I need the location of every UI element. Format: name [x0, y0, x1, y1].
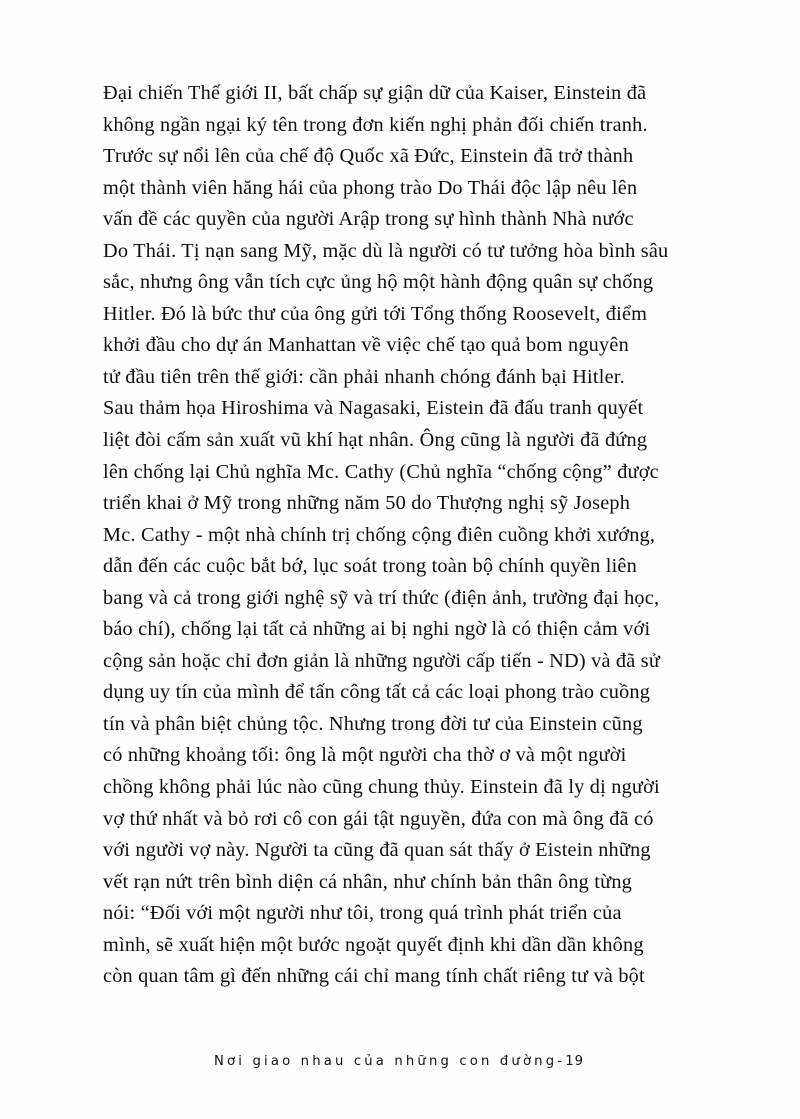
body-line: chồng không phải lúc nào cũng chung thủy. Einstein đã ly dị người	[103, 776, 660, 799]
body-text-block	[103, 78, 701, 993]
body-line: với người vợ này. Người ta cũng đã quan sát thấy ở Eistein những	[103, 839, 651, 862]
body-line: vấn đề các quyền của người Arập trong sự hình thành Nhà nước	[103, 208, 634, 231]
body-line: mình, sẽ xuất hiện một bước ngoặt quyết định khi dần dần không	[103, 933, 644, 956]
body-line: vợ thứ nhất và bỏ rơi cô con gái tật nguyền, đứa con mà ông đã có	[103, 807, 654, 830]
body-line: một thành viên hăng hái của phong trào Do Thái độc lập nêu lên	[103, 176, 638, 199]
body-line: bang và cả trong giới nghệ sỹ và trí thức (điện ảnh, trường đại học,	[103, 586, 660, 609]
body-line: dụng uy tín của mình để tấn công tất cả các loại phong trào cuồng	[103, 681, 651, 704]
body-line: nói: “Đối với một người như tôi, trong quá trình phát triển của	[103, 902, 622, 925]
body-line: khởi đầu cho dự án Manhattan về việc chế tạo quả bom nguyên	[103, 334, 629, 357]
body-line: còn quan tâm gì đến những cái chỉ mang tính chất riêng tư và bột	[103, 965, 645, 988]
body-line: lên chống lại Chủ nghĩa Mc. Cathy (Chủ nghĩa “chống cộng” được	[103, 460, 659, 483]
body-line: có những khoảng tối: ông là một người cha thờ ơ và một người	[103, 744, 627, 767]
footer-page-number: 19	[565, 1054, 584, 1069]
body-line: dẫn đến các cuộc bắt bớ, lục soát trong toàn bộ chính quyền liên	[103, 555, 637, 578]
body-line: không ngần ngại ký tên trong đơn kiến nghị phản đối chiến tranh.	[103, 113, 648, 136]
body-line: Hitler. Đó là bức thư của ông gửi tới Tổng thống Roosevelt, điểm	[103, 302, 648, 325]
body-line: vết rạn nứt trên bình diện cá nhân, như chính bản thân ông từng	[103, 870, 633, 893]
body-line: Sau thảm họa Hiroshima và Nagasaki, Eistein đã đấu tranh quyết	[103, 397, 644, 420]
body-line: liệt đòi cấm sản xuất vũ khí hạt nhân. Ông cũng là người đã đứng	[103, 429, 648, 452]
body-line: báo chí), chống lại tất cả những ai bị nghi ngờ là có thiện cảm với	[103, 618, 651, 641]
body-line: Do Thái. Tị nạn sang Mỹ, mặc dù là người có tư tưởng hòa bình sâu	[103, 239, 669, 262]
page-footer	[0, 1052, 800, 1070]
body-line: tín và phân biệt chủng tộc. Nhưng trong đời tư của Einstein cũng	[103, 712, 643, 735]
body-line: sắc, nhưng ông vẫn tích cực ủng hộ một hành động quân sự chống	[103, 271, 654, 294]
body-line: Mc. Cathy - một nhà chính trị chống cộng điên cuồng khởi xướng,	[103, 523, 656, 546]
footer-separator: -	[557, 1054, 566, 1069]
footer-inner	[214, 1054, 584, 1069]
body-line: triển khai ở Mỹ trong những năm 50 do Thượng nghị sỹ Joseph	[103, 492, 631, 515]
body-line: tử đầu tiên trên thế giới: cần phải nhanh chóng đánh bại Hitler.	[103, 365, 625, 388]
body-line: cộng sản hoặc chỉ đơn giản là những người cấp tiến - ND) và đã sử	[103, 649, 661, 672]
body-line: Đại chiến Thế giới II, bất chấp sự giận dữ của Kaiser, Einstein đã	[103, 82, 647, 104]
footer-book-title: Nơi giao nhau của những con đường	[214, 1054, 558, 1069]
body-line: Trước sự nổi lên của chế độ Quốc xã Đức, Einstein đã trở thành	[103, 145, 634, 168]
